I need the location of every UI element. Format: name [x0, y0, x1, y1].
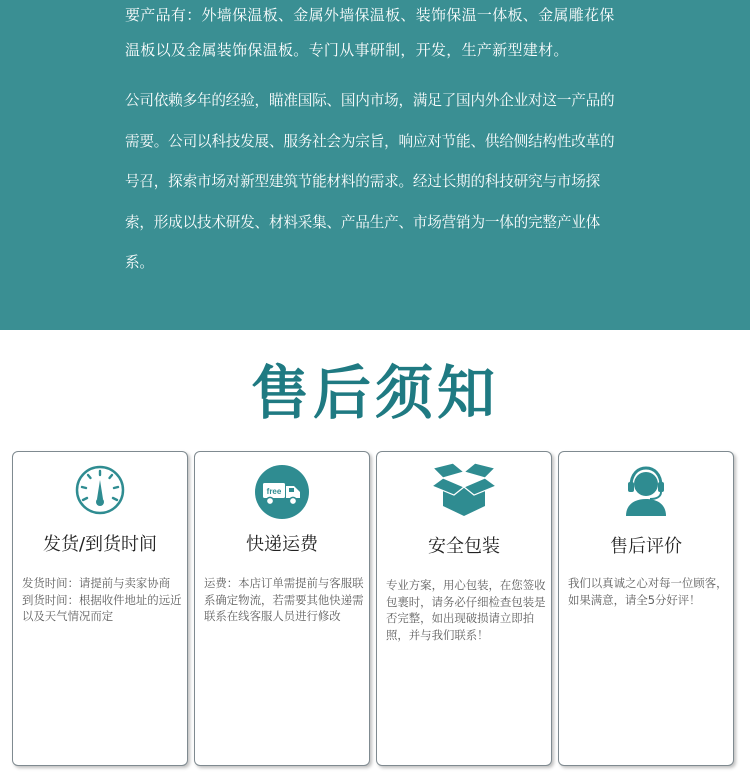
free-shipping-truck-icon	[195, 464, 369, 524]
card-body-line: 发货时间：请提前与卖家协商	[22, 576, 171, 590]
card-body-line: 到货时间：根据收件地址的远近以及天气情况而定	[22, 592, 182, 623]
card-body-line: 专业方案，用心包装，在您签收包裹时，请务必仔细检查包装是否完整，如出现破损请立即拍照，并与我们联系！	[386, 578, 546, 642]
card-body-line: 我们以真诚之心对每一位顾客，如果满意，请全5分好评！	[568, 576, 728, 607]
clock-gauge-icon	[13, 464, 187, 524]
card-delivery-time	[12, 451, 188, 766]
card-after-sales-review	[558, 451, 734, 766]
card-body	[568, 575, 728, 608]
card-shipping-fee	[194, 451, 370, 766]
card-title: 安全包装	[428, 536, 500, 557]
free-label: free	[266, 487, 282, 496]
intro-paragraph-company: 公司依赖多年的经验，瞄准国际、国内市场，满足了国内外企业对这一产品的需要。公司以科技发展、服务社会为宗旨，响应对节能、供给侧结构性改革的号召，探索市场对新型建筑节能材料的需求。经过长期的科技研究与市场探索，形成以技术研发、材料采集、产品生产、市场营销为一体的完整产业体系。	[125, 92, 615, 272]
card-title: 快递运费	[246, 534, 318, 555]
card-body	[204, 575, 364, 625]
card-title: 发货/到货时间	[42, 534, 158, 555]
card-body	[386, 577, 546, 643]
card-body-line: 运费：本店订单需提前与客服联系确定物流，若需要其他快递需联系在线客服人员进行修改	[204, 576, 364, 623]
card-title: 售后评价	[610, 536, 682, 557]
company-intro-band	[0, 0, 750, 330]
customer-service-headset-icon	[559, 464, 733, 524]
open-box-icon	[377, 460, 551, 520]
card-body	[22, 575, 182, 625]
section-title: 售后须知	[250, 359, 499, 427]
intro-paragraph-products: 要产品有：外墙保温板、金属外墙保温板、装饰保温一体板、金属雕花保温板以及金属装饰保温板。专门从事研制，开发，生产新型建材。	[125, 6, 615, 59]
card-safe-packaging	[376, 451, 552, 766]
company-intro-text	[125, 0, 625, 284]
